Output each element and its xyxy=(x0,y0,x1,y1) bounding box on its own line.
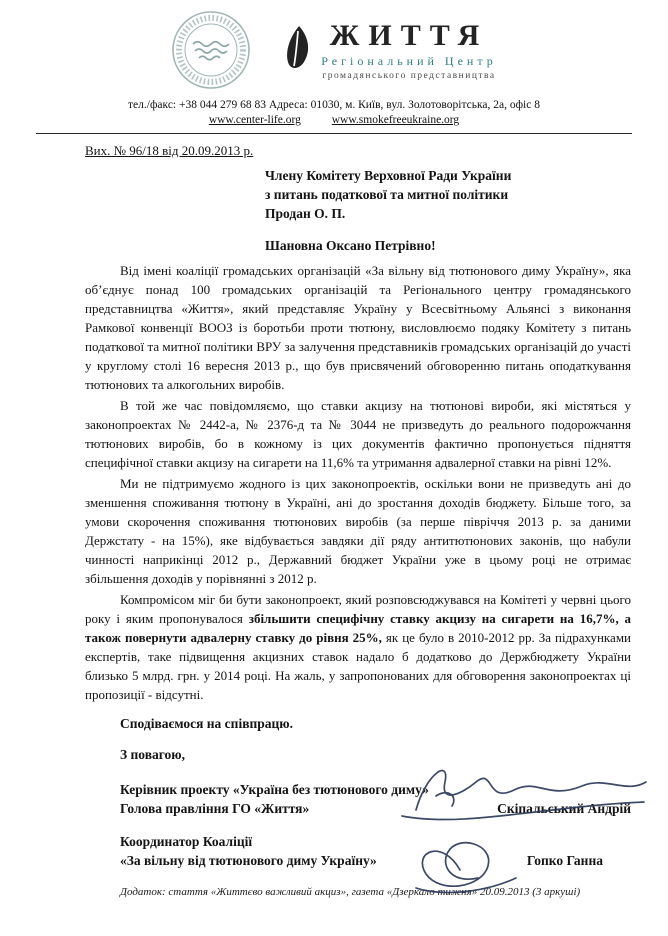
letter-content xyxy=(0,143,668,898)
signature-titles-1 xyxy=(120,780,429,818)
signatory-name-2: Гопко Ганна xyxy=(526,853,603,868)
regards-line: З повагою, xyxy=(120,747,185,762)
logo-title: ЖИТТЯ xyxy=(329,18,489,52)
text-run: Від імені коаліції громадських організацій «За вільну від тютюнового диму Україну», яка об’єднує понад 100 громадських організацій та Регіонального центру громадянського представництва «Життя», який представляє Україну у Всесвітньому Альянсі з виконання Рамкової конвенції ВООЗ із боротьби проти тютюну, висловлюємо подяку Комітету з питань податкової та митної політики ВРУ за залучення представників громадських організацій до участі у круглому столі 16 вересня 2013 р., що був присвячений обговоренню питань оподаткування тютюнових та алкогольних виробів. xyxy=(85,263,631,392)
closing-line: Сподіваємося на співпрацю. xyxy=(120,716,294,731)
signature-title-line: Голова правління ГО «Життя» xyxy=(120,801,310,816)
attachment-note: Додаток: стаття «Життєво важливий акциз», газета «Дзеркало тижня» 20.09.2013 (3 аркуші) xyxy=(120,886,581,898)
text-run: як це було в 2010-2012 рр. За підрахунками експертів, таке підвищення акцизних ставок надало б додатково до Держбюджету України близько 5 млрд. грн. у 2014 році. На жаль, у запропонованих для обговорення законопроектах ці пропозиції - відсутні. xyxy=(85,630,631,702)
header-divider xyxy=(36,133,632,134)
signature-title-line: Керівник проекту «Україна без тютюнового диму» xyxy=(120,782,429,797)
logo-tagline: громадянського представництва xyxy=(322,70,496,81)
recipient-line-2: з питань податкової та митної політики xyxy=(265,187,509,202)
letterhead xyxy=(0,0,668,90)
website-link-center-life[interactable]: www.center-life.org xyxy=(208,114,301,126)
website-link-smokefree[interactable]: www.smokefreeukraine.org xyxy=(331,114,460,126)
body-paragraph xyxy=(85,396,631,472)
emphasized-text-run: збільшити специфічну ставку акцизу на сигарети на 16,7%, а також повернути адвалерну ставку до рівня 25%, xyxy=(85,611,631,645)
text-run: Компромісом міг би бути законопроект, який розповсюджувався на Комітеті у червні цього року і яким пропонувалося xyxy=(85,592,631,626)
signature-title-line: Координатор Коаліції xyxy=(120,834,253,849)
signatory-name-1: Скіпальський Андрій xyxy=(497,801,631,816)
text-run: Ми не підтримуємо жодного із цих законопроектів, оскільки вони не призведуть ані до зменшення споживання тютюну в Україні, ані до зростання доходів бюджету. Більше того, за умови скорочення споживання тютюнових виробів (за перше півріччя 2013 р. за даними Держстату - на 15%), яке відбувається завдяки дії ряду антитютюнових законів, що набули чинності наприкінці 2012 р., Державний бюджет України уже в цьому році не отримає збільшення доходів у порівнянні з 2012 р. xyxy=(85,476,631,586)
text-run: В той же час повідомляємо, що ставки акцизу на тютюнові вироби, які містяться у законопроектах № 2442-а, № 2376-д та № 3044 не призведуть до реального подорожчання тютюнових виробів, бо в кожному із цих документів фактично пропонується підняття специфічної ставки акцизу на сигарети на 11,6% та утримання адвалерної ставки на рівні 12%. xyxy=(85,398,631,470)
website-links xyxy=(0,114,668,126)
signature-titles-2 xyxy=(120,832,377,870)
leaf-icon xyxy=(285,24,311,77)
outgoing-reference: Вих. № 96/18 від 20.09.2013 р. xyxy=(85,143,254,158)
body-paragraph xyxy=(85,261,631,394)
contact-info: тел./факс: +38 044 279 68 83 Адреса: 01030, м. Київ, вул. Золотоворітська, 2а, офіс 8 xyxy=(128,99,540,111)
logo-text-block xyxy=(321,20,496,81)
letter-body xyxy=(85,261,631,704)
coalition-stamp-logo xyxy=(171,10,251,90)
recipient-line-1: Члену Комітету Верховної Ради України xyxy=(265,168,512,183)
signature-title-line: «За вільну від тютюнового диму Україну» xyxy=(120,853,377,868)
logo-subtitle: Регіональний Центр xyxy=(321,53,497,68)
recipient-line-3: Продан О. П. xyxy=(265,206,346,221)
salutation: Шановна Оксано Петрівно! xyxy=(265,238,436,253)
round-stamp-icon xyxy=(171,10,251,90)
signature-block-1 xyxy=(120,780,631,818)
life-center-logo xyxy=(285,20,496,81)
signature-block-2 xyxy=(120,832,631,870)
body-paragraph xyxy=(85,474,631,588)
body-paragraph xyxy=(85,590,631,704)
recipient-block xyxy=(265,166,631,223)
